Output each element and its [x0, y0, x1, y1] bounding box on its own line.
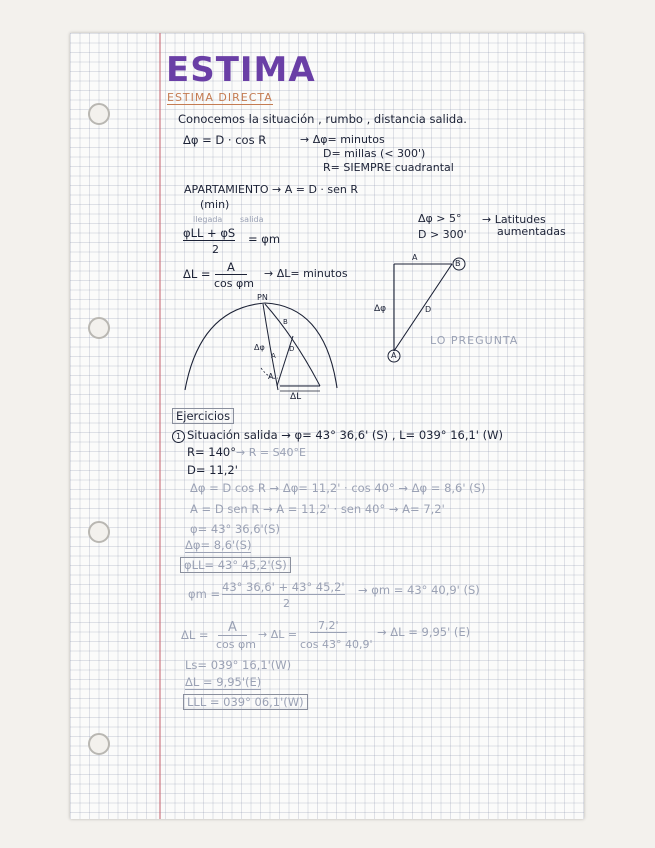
- formula-dl-lhs: ΔL =: [183, 267, 211, 281]
- phim-denominator: 2: [283, 597, 290, 610]
- formula-mean-result: = φm: [248, 232, 281, 246]
- exercise-rumbo: R= 140°: [187, 445, 236, 459]
- triangle-label-b: B: [455, 259, 461, 268]
- exercise-distance: D= 11,2': [187, 463, 238, 477]
- ejercicios-heading: Ejercicios: [172, 408, 234, 424]
- diagram-a-small: A: [271, 352, 276, 360]
- dl-calc-mid: → ΔL =: [258, 628, 298, 641]
- exercise-number: 1: [172, 430, 185, 443]
- dl-calc-result: → ΔL = 9,95' (E): [377, 625, 471, 639]
- subtitle: ESTIMA DIRECTA: [167, 91, 273, 104]
- exercise-calc-2: A = D sen R → A = 11,2' · sen 40° → A= 7,2': [190, 502, 445, 516]
- l-llegada-box: LLL = 039° 06,1'(W): [183, 694, 308, 710]
- phi-llegada-box: φLL= 43° 45,2'(S): [180, 557, 291, 573]
- triangle-label-a-bottom: A: [391, 351, 397, 360]
- condition-1: Δφ > 5°: [418, 212, 462, 225]
- dl-calc-mid-denominator: cos 43° 40,9': [300, 638, 373, 651]
- condition-note-2: aumentadas: [497, 225, 566, 238]
- phim-numerator: 43° 36,6' + 43° 45,2': [222, 580, 345, 594]
- condition-2: D > 300': [418, 228, 467, 241]
- formula-dl-numerator: A: [215, 260, 247, 275]
- dl-calc-denominator: cos φm: [216, 638, 256, 651]
- diagram-d: D: [289, 345, 295, 353]
- formula-apartamiento-unit: (min): [200, 198, 230, 211]
- ls-line: Ls= 039° 16,1'(W): [185, 658, 292, 672]
- formula-mean-denominator: 2: [212, 243, 219, 256]
- diagram-b: B: [283, 318, 288, 326]
- formula-dl-unit: → ΔL= minutos: [264, 267, 348, 280]
- triangle-label-d: D: [425, 305, 432, 314]
- route-line: [277, 336, 293, 386]
- label-llegada: llegada: [193, 215, 223, 224]
- exercise-line-1: Situación salida → φ= 43° 36,6' (S) , L= 039° 16,1' (W): [187, 428, 503, 442]
- triangle-label-dphi: Δφ: [374, 304, 387, 314]
- phim-result: → φm = 43° 40,9' (S): [358, 583, 480, 597]
- binder-hole-1: [88, 103, 110, 125]
- sum-dphi: Δφ= 8,6'(S): [185, 538, 252, 552]
- diagram-dphi: Δφ: [254, 343, 265, 352]
- label-salida: salida: [240, 215, 264, 224]
- formula-d-definition: D= millas (< 300'): [323, 147, 426, 160]
- dl-calc-lhs: ΔL =: [181, 628, 209, 642]
- formula-dphi-unit: → Δφ= minutos: [300, 133, 385, 146]
- formula-mean-numerator: φLL + φS: [183, 226, 236, 240]
- sum-phi: φ= 43° 36,6'(S): [190, 522, 280, 536]
- phim-lhs: φm =: [188, 587, 221, 601]
- formula-dphi: Δφ = D · cos R: [183, 133, 267, 147]
- binder-hole-2: [88, 317, 110, 339]
- diagram-a-big: A: [268, 372, 274, 381]
- exercise-calc-1: Δφ = D cos R → Δφ= 11,2' · cos 40° → Δφ = 8,6' (S): [190, 481, 486, 495]
- binder-hole-3: [88, 521, 110, 543]
- formula-r-definition: R= SIEMPRE cuadrantal: [323, 161, 454, 174]
- triangle-label-a-top: A: [412, 253, 418, 262]
- dl-sum-line: ΔL = 9,95'(E): [185, 675, 262, 689]
- dl-calc-numerator: A: [218, 620, 247, 636]
- diagram-dl: ΔL: [290, 392, 302, 402]
- formula-dl-denominator: cos φm: [214, 277, 254, 290]
- margin-line: [159, 33, 161, 819]
- page-title: ESTIMA: [166, 50, 316, 90]
- dl-calc-mid-numerator: 7,2': [310, 619, 347, 633]
- formula-apartamiento: APARTAMIENTO → A = D · sen R: [184, 183, 359, 196]
- sphere-diagram: [175, 298, 345, 410]
- pregunta-note: LO PREGUNTA: [430, 334, 519, 347]
- binder-hole-4: [88, 733, 110, 755]
- intro-line: Conocemos la situación , rumbo , distancia salida.: [178, 112, 467, 126]
- exercise-rumbo-conversion: → R = S40°E: [236, 446, 306, 459]
- condition-note-1: → Latitudes: [482, 213, 546, 226]
- diagram-pn: PN: [257, 293, 268, 302]
